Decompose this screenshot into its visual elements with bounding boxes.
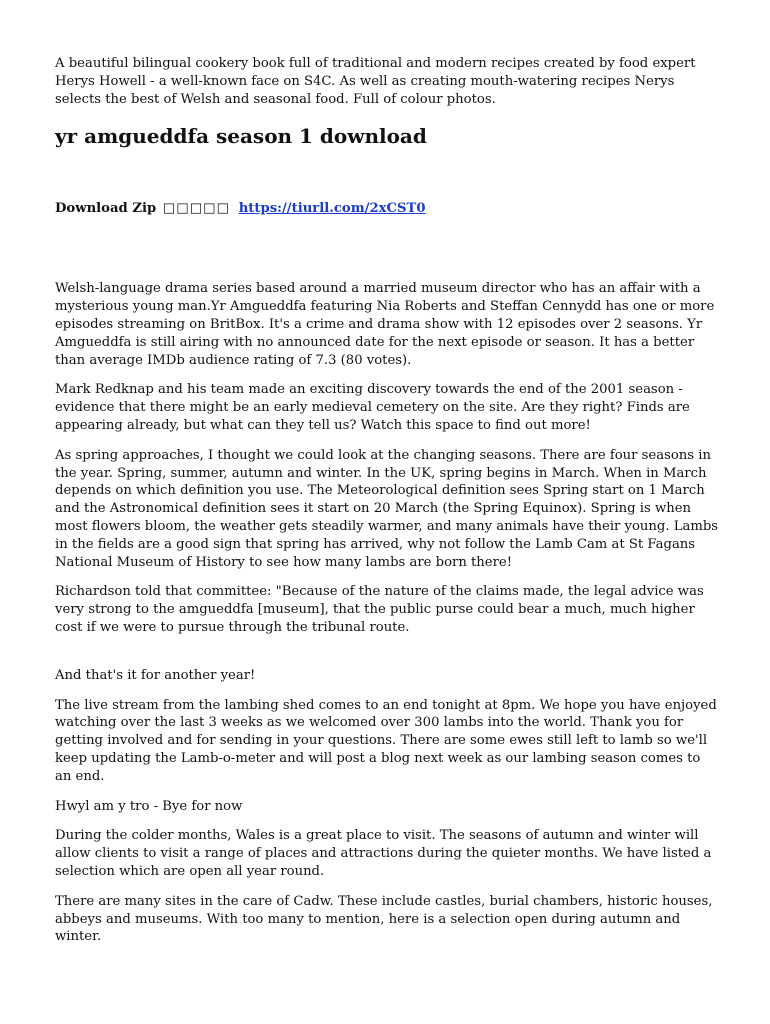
paragraph-series-description: Welsh-language drama series based around a married museum director who has an affair with a mysterious young man.Yr Amgueddfa featuring Nia Roberts and Steffan Cennydd has one or more episodes streaming on BritBox. It's a crime and drama show with 12 episodes over 2 seasons. Yr Amgueddfa is still airing with no announced date for the next episode or season. It has a better than average IMDb audience rating of 7.3 (80 votes).: [55, 281, 715, 368]
paragraph-seasons: As spring approaches, I thought we could look at the changing seasons. There are four seasons in the year. Spring, summer, autumn and winter. In the UK, spring begins in March. When in March depends on which definition you use. The Meteorological definition sees Spring start on 1 March and the Astronomical definition sees it start on 20 March (the Spring Equinox). Spring is when most flowers bloom, the weather gets steadily warmer, and many animals have their young. Lambs in the fields are a good sign that spring has arrived, why not follow the Lamb Cam at St Fagans National Museum of History to see how many lambs are born there!: [55, 447, 719, 570]
download-label: Download Zip: [55, 201, 157, 217]
page-title: yr amgueddfa season 1 download: [55, 124, 427, 149]
paragraph-live-stream: The live stream from the lambing shed comes to an end tonight at 8pm. We hope you have enjoyed watching over the last 3 weeks as we welcomed over 300 lambs into the world. Thank you for getting involved and for sending in your questions. There are some ewes still left to lamb so we'll keep updating the Lamb-o-meter and will post a blog next week as our lambing season comes to an end.: [55, 697, 717, 784]
paragraph-colder-months: During the colder months, Wales is a great place to visit. The seasons of autumn and winter will allow clients to visit a range of places and attractions during the quieter months. We have listed a selection which are open all year round.: [55, 828, 712, 879]
download-line: [55, 200, 720, 218]
download-link[interactable]: https://tiurll.com/2xCST0: [238, 201, 426, 217]
paragraph-farewell: Hwyl am y tro - Bye for now: [55, 798, 243, 814]
paragraph-committee: Richardson told that committee: "Because of the nature of the claims made, the legal advice was very strong to the amgueddfa [museum], that the public purse could bear a much, much higher cost if we were to pursue through the tribunal route.: [55, 584, 704, 635]
paragraph-cadw-sites: There are many sites in the care of Cadw. These include castles, burial chambers, historic houses, abbeys and museums. With too many to mention, here is a selection open during autumn and winter.: [55, 893, 713, 945]
paragraph-another-year: And that's it for another year!: [55, 667, 256, 683]
placeholder-glyphs: □□□□□: [162, 201, 231, 217]
intro-paragraph: A beautiful bilingual cookery book full of traditional and modern recipes created by food expert Herys Howell - a well-known face on S4C. As well as creating mouth-watering recipes Nerys selects the best of Welsh and seasonal food. Full of colour photos.: [55, 56, 696, 107]
paragraph-discovery: Mark Redknap and his team made an exciting discovery towards the end of the 2001 season - evidence that there might be an early medieval cemetery on the site. Are they right? Finds are appearing already, but what can they tell us? Watch this space to find out more!: [55, 382, 690, 433]
document-page: [55, 55, 720, 946]
